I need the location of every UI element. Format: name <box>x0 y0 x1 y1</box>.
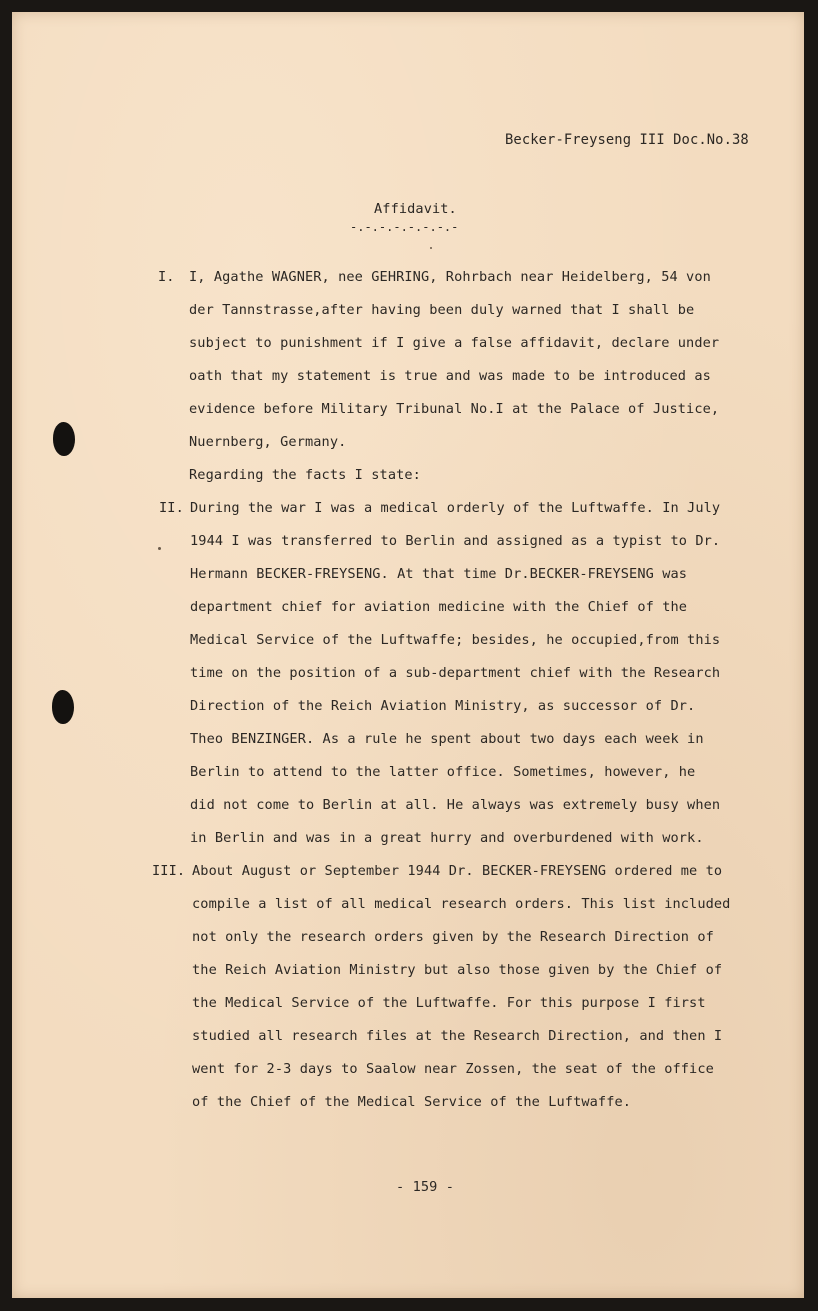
document-title: Affidavit. <box>374 201 457 217</box>
paragraph-line: evidence before Military Tribunal No.I at the Palace of Justice, <box>189 401 720 417</box>
paragraph-line: der Tannstrasse,after having been duly warned that I shall be <box>189 302 695 318</box>
paragraph-line: the Reich Aviation Ministry but also those given by the Chief of <box>192 962 723 978</box>
paragraph-line: Nuernberg, Germany. <box>189 434 347 450</box>
paragraph-line: Medical Service of the Luftwaffe; besides, he occupied,from this <box>190 632 721 648</box>
paragraph-line: compile a list of all medical research orders. This list included <box>192 896 731 912</box>
paragraph-line: in Berlin and was in a great hurry and overburdened with work. <box>190 830 704 846</box>
paragraph-line: of the Chief of the Medical Service of the Luftwaffe. <box>192 1094 632 1110</box>
ink-speck <box>430 247 432 249</box>
paragraph-line: time on the position of a sub-department chief with the Research <box>190 665 721 681</box>
paragraph-line: the Medical Service of the Luftwaffe. For this purpose I first <box>192 995 706 1011</box>
paragraph-line: oath that my statement is true and was made to be introduced as <box>189 368 711 384</box>
paragraph-line: went for 2-3 days to Saalow near Zossen, the seat of the office <box>192 1061 714 1077</box>
ink-speck <box>158 547 161 550</box>
paragraph-numeral: I. <box>158 269 175 285</box>
paper-sheet <box>12 12 804 1298</box>
paragraph-line: I, Agathe WAGNER, nee GEHRING, Rohrbach near Heidelberg, 54 von <box>189 269 711 285</box>
paragraph-line: not only the research orders given by the Research Direction of <box>192 929 714 945</box>
paragraph-line: Regarding the facts I state: <box>189 467 421 483</box>
paragraph-line: During the war I was a medical orderly of the Luftwaffe. In July <box>190 500 721 516</box>
paragraph-numeral: II. <box>159 500 184 516</box>
document-reference: Becker-Freyseng III Doc.No.38 <box>505 132 749 148</box>
punch-hole <box>52 690 74 724</box>
page-number: - 159 - <box>396 1179 454 1195</box>
paragraph-line: Hermann BECKER-FREYSENG. At that time Dr.BECKER-FREYSENG was <box>190 566 688 582</box>
paragraph-line: studied all research files at the Research Direction, and then I <box>192 1028 723 1044</box>
paragraph-line: subject to punishment if I give a false affidavit, declare under <box>189 335 720 351</box>
paragraph-line: department chief for aviation medicine with the Chief of the <box>190 599 688 615</box>
paragraph-line: Theo BENZINGER. As a rule he spent about two days each week in <box>190 731 704 747</box>
punch-hole <box>53 422 75 456</box>
paragraph-numeral: III. <box>152 863 186 879</box>
title-underline: -.-.-.-.-.-.-.- <box>350 220 459 234</box>
paragraph-line: About August or September 1944 Dr. BECKER-FREYSENG ordered me to <box>192 863 723 879</box>
paragraph-line: Berlin to attend to the latter office. Sometimes, however, he <box>190 764 696 780</box>
paragraph-line: Direction of the Reich Aviation Ministry, as successor of Dr. <box>190 698 696 714</box>
paragraph-line: did not come to Berlin at all. He always was extremely busy when <box>190 797 721 813</box>
paragraph-line: 1944 I was transferred to Berlin and assigned as a typist to Dr. <box>190 533 721 549</box>
